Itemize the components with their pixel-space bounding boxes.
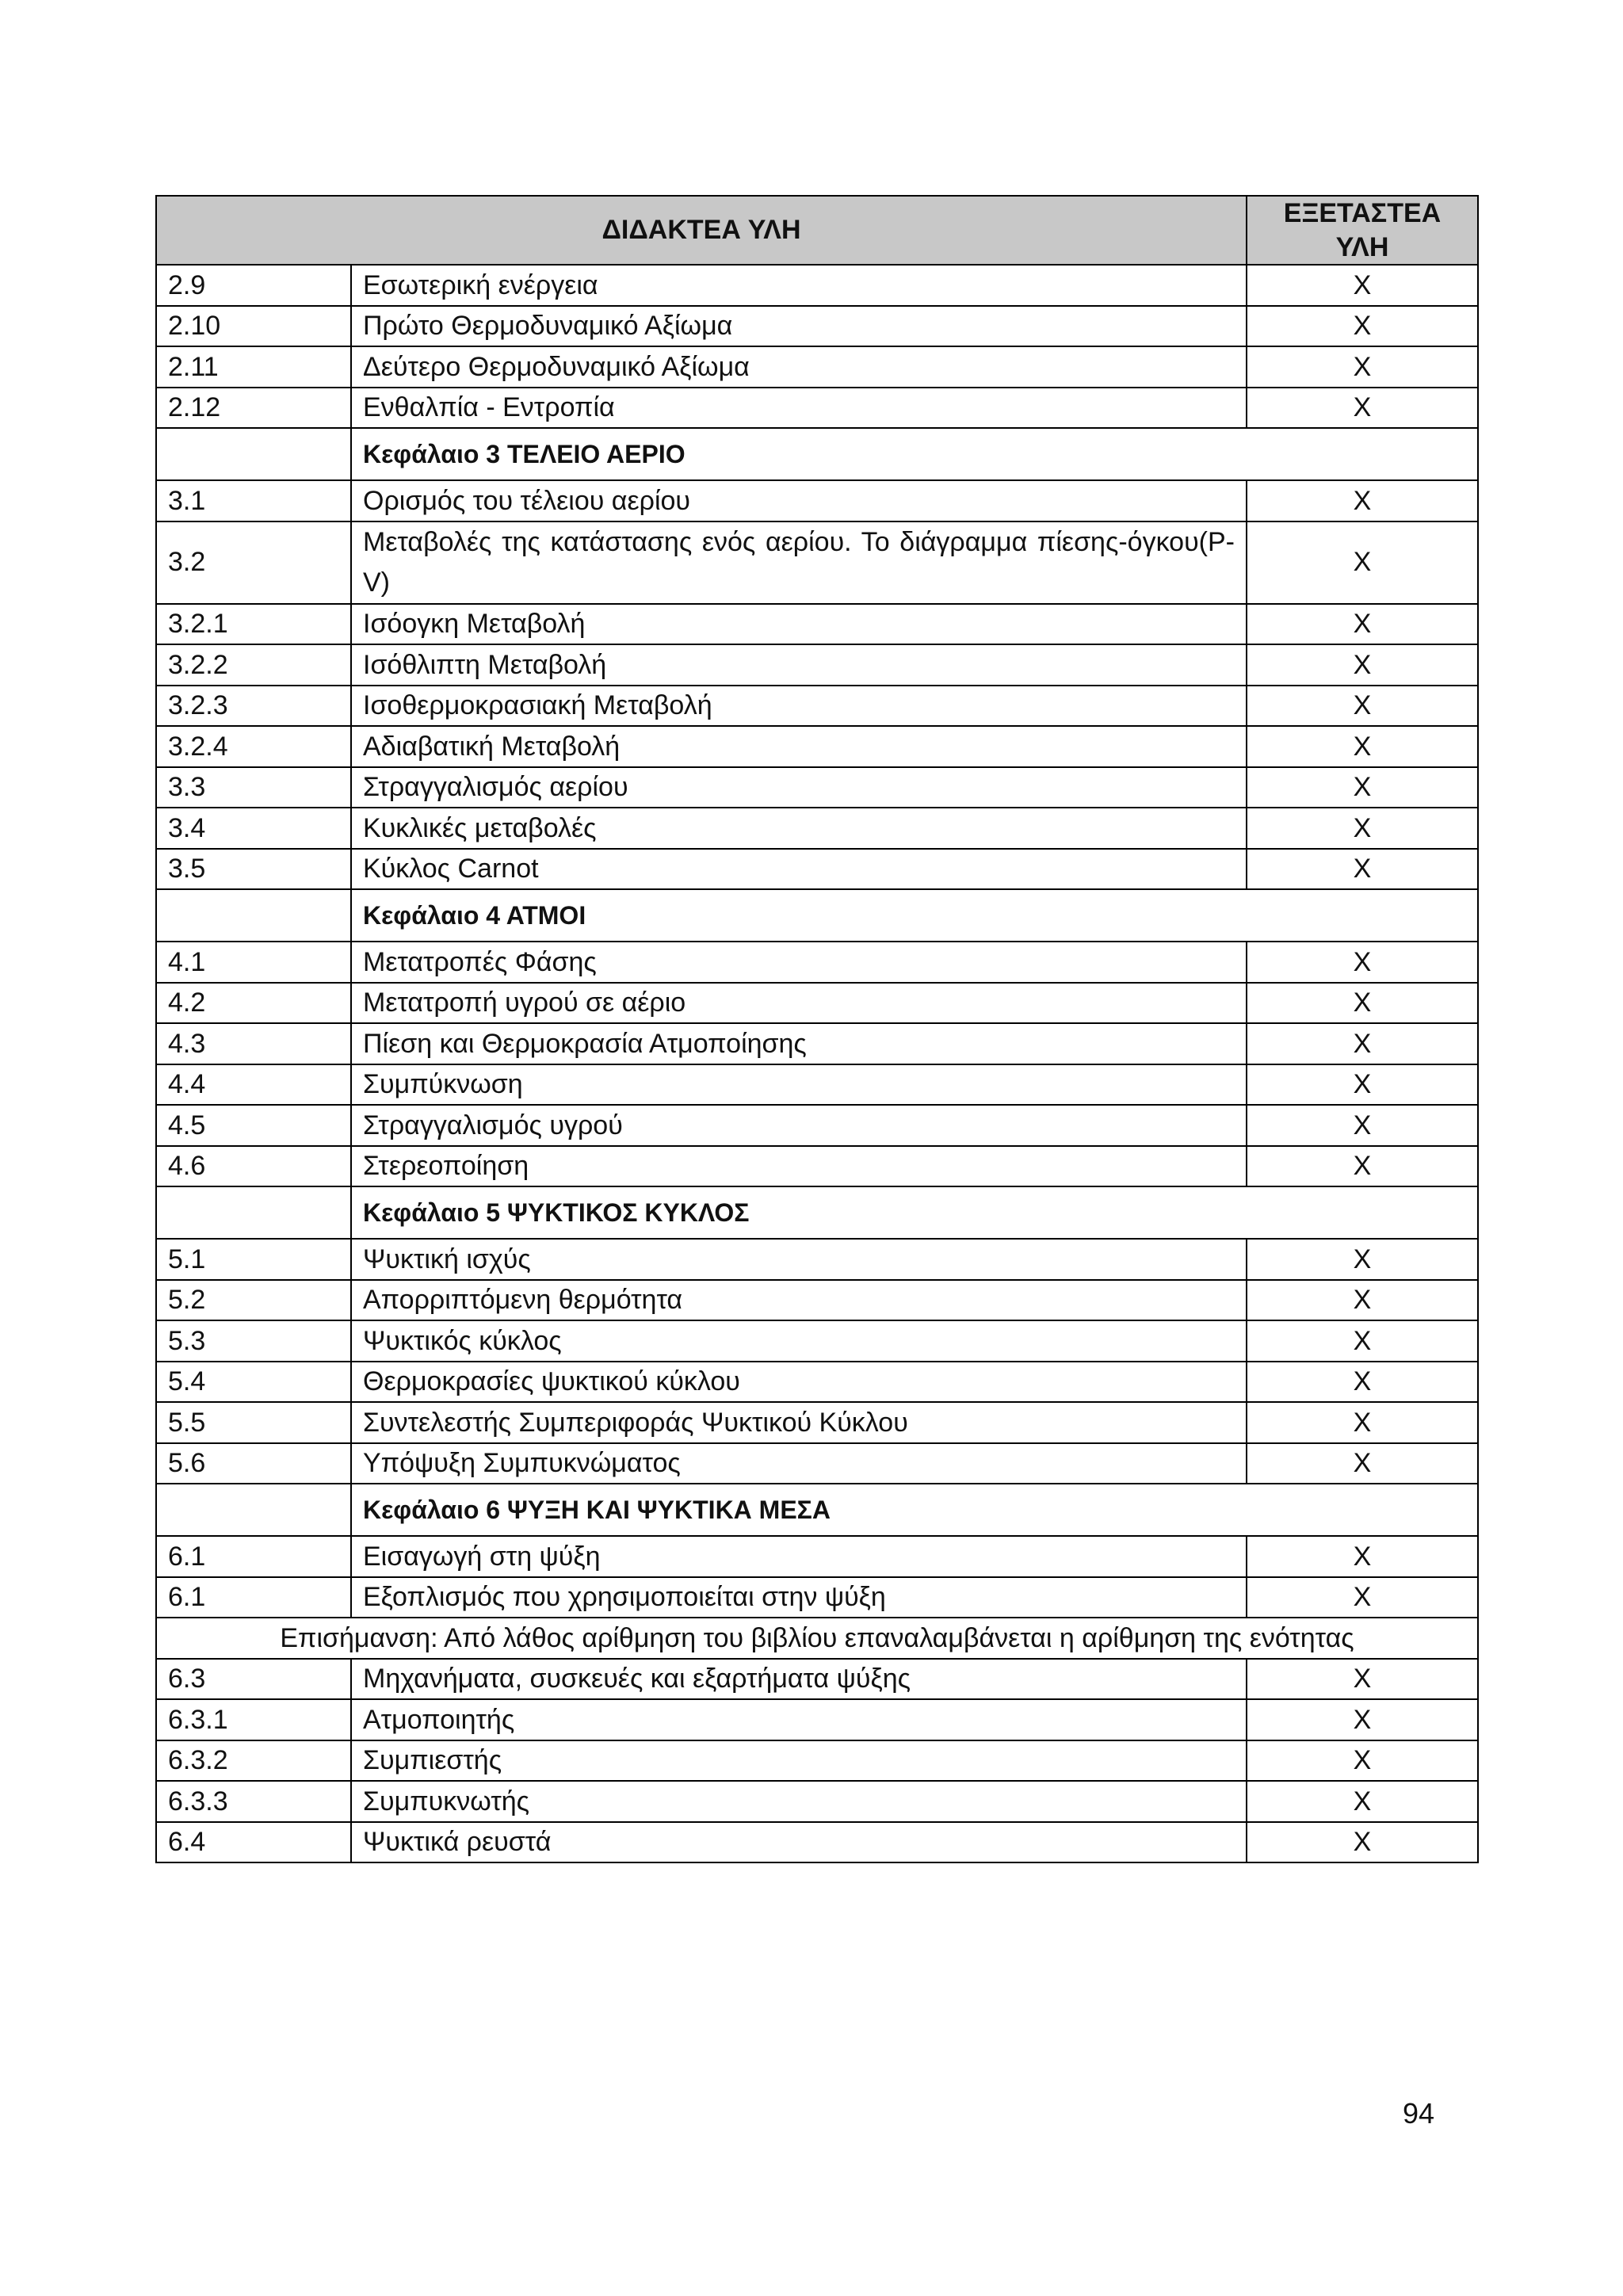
- table-row: [156, 265, 1478, 306]
- exam-mark: X: [1247, 1320, 1478, 1362]
- section-number: 3.3: [156, 767, 351, 808]
- section-title: Κύκλος Carnot: [351, 849, 1247, 890]
- page-number: 94: [1403, 2097, 1435, 2130]
- section-title: Μηχανήματα, συσκευές και εξαρτήματα ψύξης: [351, 1659, 1247, 1700]
- chapter-title: Κεφάλαιο 5 ΨΥΚΤΙΚΟΣ ΚΥΚΛΟΣ: [351, 1186, 1478, 1239]
- header-taught: ΔΙΔΑΚΤΕΑ ΥΛΗ: [156, 196, 1247, 265]
- section-title: Συμπιεστής: [351, 1740, 1247, 1782]
- section-number: 5.1: [156, 1239, 351, 1280]
- section-number: 3.2.4: [156, 726, 351, 767]
- exam-mark: X: [1247, 1740, 1478, 1782]
- chapter-row: [156, 889, 1478, 942]
- chapter-number-cell: [156, 1484, 351, 1536]
- exam-mark: X: [1247, 808, 1478, 849]
- section-title: Μετατροπές Φάσης: [351, 942, 1247, 983]
- section-number: 3.2.3: [156, 686, 351, 727]
- exam-mark: X: [1247, 265, 1478, 306]
- section-number: 4.5: [156, 1105, 351, 1146]
- header-examined: ΕΞΕΤΑΣΤΕΑ ΥΛΗ: [1247, 196, 1478, 265]
- section-number: 3.2.2: [156, 644, 351, 686]
- chapter-row: [156, 1484, 1478, 1536]
- exam-mark: X: [1247, 1659, 1478, 1700]
- section-title: Ορισμός του τέλειου αερίου: [351, 480, 1247, 521]
- section-title: Υπόψυξη Συμπυκνώματος: [351, 1443, 1247, 1484]
- chapter-number-cell: [156, 428, 351, 480]
- table-row: [156, 849, 1478, 890]
- section-title: Ισοθερμοκρασιακή Μεταβολή: [351, 686, 1247, 727]
- section-number: 6.3: [156, 1659, 351, 1700]
- note-row: [156, 1618, 1478, 1659]
- table-row: [156, 1064, 1478, 1106]
- table-row: [156, 1822, 1478, 1863]
- table-row: [156, 1146, 1478, 1187]
- exam-mark: X: [1247, 644, 1478, 686]
- table-row: [156, 306, 1478, 347]
- table-row: [156, 1443, 1478, 1484]
- section-title: Απορριπτόμενη θερμότητα: [351, 1280, 1247, 1321]
- table-row: [156, 1023, 1478, 1064]
- chapter-row: [156, 1186, 1478, 1239]
- exam-mark: X: [1247, 942, 1478, 983]
- section-title: Ισόθλιπτη Μεταβολή: [351, 644, 1247, 686]
- chapter-title: Κεφάλαιο 6 ΨΥΞΗ ΚΑΙ ΨΥΚΤΙΚΑ ΜΕΣΑ: [351, 1484, 1478, 1536]
- section-title: Εξοπλισμός που χρησιμοποιείται στην ψύξη: [351, 1577, 1247, 1618]
- section-number: 4.2: [156, 983, 351, 1024]
- section-title: Συμπυκνωτής: [351, 1781, 1247, 1822]
- section-title: Πίεση και Θερμοκρασία Ατμοποίησης: [351, 1023, 1247, 1064]
- exam-mark: X: [1247, 480, 1478, 521]
- section-number: 2.10: [156, 306, 351, 347]
- chapter-title: Κεφάλαιο 4 ΑΤΜΟΙ: [351, 889, 1478, 942]
- section-title: Στραγγαλισμός υγρού: [351, 1105, 1247, 1146]
- table-row: [156, 346, 1478, 388]
- exam-mark: X: [1247, 1362, 1478, 1403]
- table-row: [156, 983, 1478, 1024]
- section-title: Εσωτερική ενέργεια: [351, 265, 1247, 306]
- exam-mark: X: [1247, 1064, 1478, 1106]
- exam-mark: X: [1247, 726, 1478, 767]
- section-title: Μετατροπή υγρού σε αέριο: [351, 983, 1247, 1024]
- section-number: 5.5: [156, 1402, 351, 1443]
- section-title: Ψυκτικός κύκλος: [351, 1320, 1247, 1362]
- section-title: Στραγγαλισμός αερίου: [351, 767, 1247, 808]
- section-number: 5.2: [156, 1280, 351, 1321]
- exam-mark: X: [1247, 1146, 1478, 1187]
- exam-mark: X: [1247, 1699, 1478, 1740]
- table-body: [156, 265, 1478, 1862]
- section-number: 2.9: [156, 265, 351, 306]
- table-row: [156, 480, 1478, 521]
- table-row: [156, 808, 1478, 849]
- section-title: Δεύτερο Θερμοδυναμικό Αξίωμα: [351, 346, 1247, 388]
- section-title: Πρώτο Θερμοδυναμικό Αξίωμα: [351, 306, 1247, 347]
- table-row: [156, 1659, 1478, 1700]
- section-title: Αδιαβατική Μεταβολή: [351, 726, 1247, 767]
- exam-mark: X: [1247, 1822, 1478, 1863]
- exam-mark: X: [1247, 1402, 1478, 1443]
- section-number: 6.4: [156, 1822, 351, 1863]
- section-title: Εισαγωγή στη ψύξη: [351, 1536, 1247, 1577]
- exam-mark: X: [1247, 1105, 1478, 1146]
- section-title: Συμπύκνωση: [351, 1064, 1247, 1106]
- table-row: [156, 1536, 1478, 1577]
- table-row: [156, 1280, 1478, 1321]
- section-title: Ψυκτική ισχύς: [351, 1239, 1247, 1280]
- table-row: [156, 1781, 1478, 1822]
- section-number: 5.6: [156, 1443, 351, 1484]
- exam-mark: X: [1247, 1536, 1478, 1577]
- table-row: [156, 767, 1478, 808]
- exam-mark: X: [1247, 686, 1478, 727]
- table-row: [156, 388, 1478, 429]
- section-number: 4.4: [156, 1064, 351, 1106]
- exam-mark: X: [1247, 1781, 1478, 1822]
- table-row: [156, 1740, 1478, 1782]
- table-row: [156, 686, 1478, 727]
- table-row: [156, 1362, 1478, 1403]
- chapter-title: Κεφάλαιο 3 ΤΕΛΕΙΟ ΑΕΡΙΟ: [351, 428, 1478, 480]
- table-header-row: [156, 196, 1478, 265]
- table-row: [156, 1577, 1478, 1618]
- exam-mark: X: [1247, 346, 1478, 388]
- section-number: 3.5: [156, 849, 351, 890]
- exam-mark: X: [1247, 983, 1478, 1024]
- section-number: 4.6: [156, 1146, 351, 1187]
- section-title: Θερμοκρασίες ψυκτικού κύκλου: [351, 1362, 1247, 1403]
- exam-mark: X: [1247, 306, 1478, 347]
- section-number: 4.1: [156, 942, 351, 983]
- exam-mark: X: [1247, 1577, 1478, 1618]
- table-row: [156, 1320, 1478, 1362]
- exam-mark: X: [1247, 604, 1478, 645]
- section-number: 4.3: [156, 1023, 351, 1064]
- exam-mark: X: [1247, 388, 1478, 429]
- table-row: [156, 1239, 1478, 1280]
- section-number: 6.1: [156, 1536, 351, 1577]
- section-number: 3.1: [156, 480, 351, 521]
- section-number: 6.1: [156, 1577, 351, 1618]
- exam-mark: X: [1247, 1280, 1478, 1321]
- table-row: [156, 726, 1478, 767]
- section-number: 6.3.3: [156, 1781, 351, 1822]
- section-title: Στερεοποίηση: [351, 1146, 1247, 1187]
- table-row: [156, 604, 1478, 645]
- chapter-number-cell: [156, 1186, 351, 1239]
- section-number: 5.3: [156, 1320, 351, 1362]
- exam-mark: X: [1247, 1443, 1478, 1484]
- note-text: Επισήμανση: Από λάθος αρίθμηση του βιβλίου επαναλαμβάνεται η αρίθμηση της ενότητας: [156, 1618, 1478, 1659]
- syllabus-table: [155, 195, 1479, 1863]
- exam-mark: X: [1247, 767, 1478, 808]
- table-row: [156, 1402, 1478, 1443]
- section-title: Ατμοποιητής: [351, 1699, 1247, 1740]
- section-title: Μεταβολές της κατάστασης ενός αερίου. Το διάγραμμα πίεσης-όγκου(P-V): [351, 521, 1247, 604]
- section-title: Ενθαλπία - Εντροπία: [351, 388, 1247, 429]
- exam-mark: X: [1247, 1239, 1478, 1280]
- exam-mark: X: [1247, 1023, 1478, 1064]
- exam-mark: X: [1247, 849, 1478, 890]
- chapter-number-cell: [156, 889, 351, 942]
- section-number: 2.12: [156, 388, 351, 429]
- section-number: 5.4: [156, 1362, 351, 1403]
- table-row: [156, 1105, 1478, 1146]
- chapter-row: [156, 428, 1478, 480]
- section-title: Συντελεστής Συμπεριφοράς Ψυκτικού Κύκλου: [351, 1402, 1247, 1443]
- section-number: 3.2: [156, 521, 351, 604]
- exam-mark: X: [1247, 521, 1478, 604]
- section-number: 6.3.1: [156, 1699, 351, 1740]
- section-title: Ισόογκη Μεταβολή: [351, 604, 1247, 645]
- section-number: 3.4: [156, 808, 351, 849]
- table-row: [156, 1699, 1478, 1740]
- section-title: Ψυκτικά ρευστά: [351, 1822, 1247, 1863]
- section-number: 3.2.1: [156, 604, 351, 645]
- section-number: 6.3.2: [156, 1740, 351, 1782]
- table-row: [156, 942, 1478, 983]
- section-number: 2.11: [156, 346, 351, 388]
- table-row: [156, 521, 1478, 604]
- table-row: [156, 644, 1478, 686]
- section-title: Κυκλικές μεταβολές: [351, 808, 1247, 849]
